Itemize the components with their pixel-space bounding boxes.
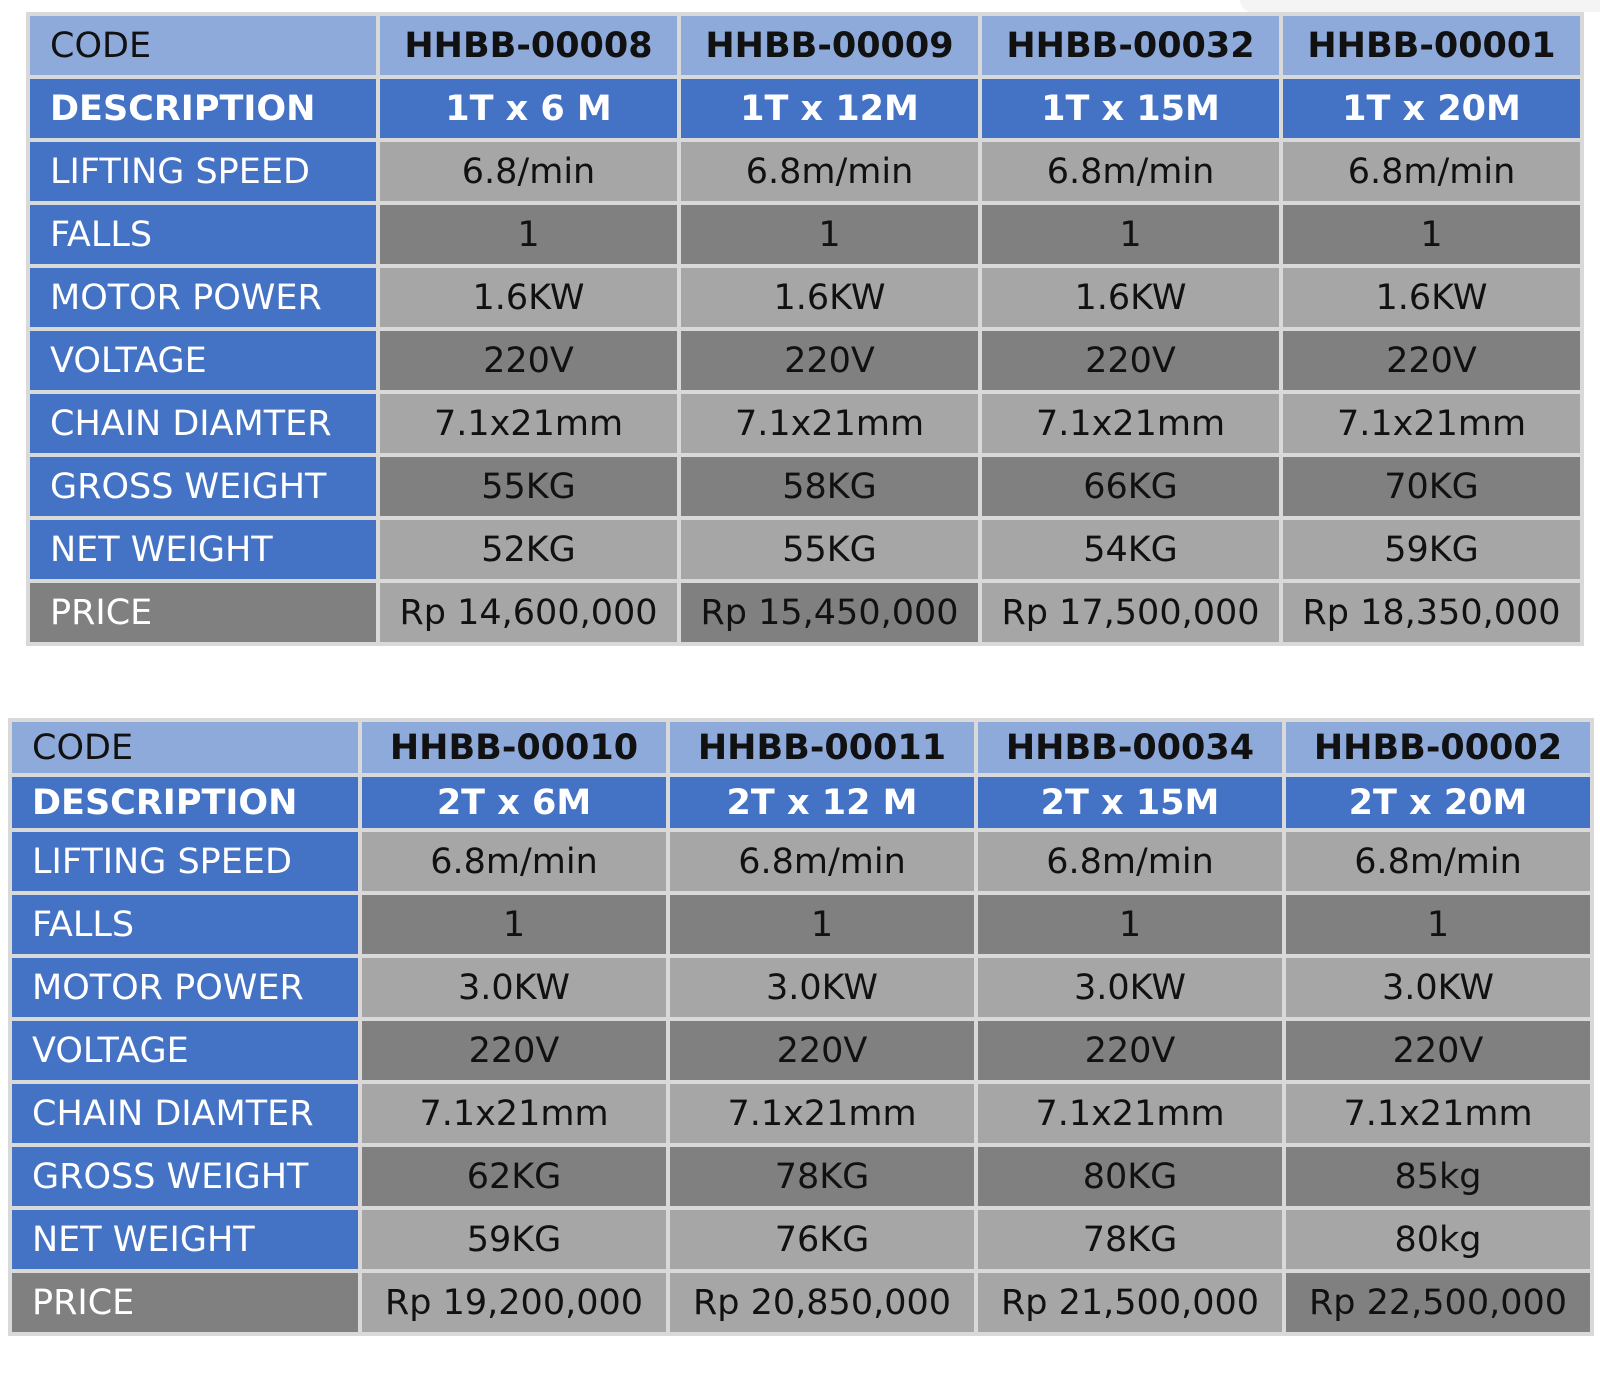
price-cell: Rp 19,200,000	[360, 1271, 668, 1334]
table-row-falls	[28, 203, 1582, 266]
table-row-price	[28, 581, 1582, 644]
price-cell: Rp 14,600,000	[378, 581, 679, 644]
row-label-motor-power: MOTOR POWER	[10, 956, 360, 1019]
code-cell: HHBB-00010	[360, 720, 668, 775]
table-row-gross-weight	[10, 1145, 1592, 1208]
motor-power-cell: 1.6KW	[980, 266, 1281, 329]
lifting-speed-cell: 6.8m/min	[360, 830, 668, 893]
table-row-net-weight	[28, 518, 1582, 581]
code-cell: HHBB-00032	[980, 14, 1281, 77]
gross-weight-cell: 78KG	[668, 1145, 976, 1208]
row-label-description: DESCRIPTION	[10, 775, 360, 830]
row-label-lifting-speed: LIFTING SPEED	[10, 830, 360, 893]
net-weight-cell: 54KG	[980, 518, 1281, 581]
chain-diameter-cell: 7.1x21mm	[679, 392, 980, 455]
falls-cell: 1	[976, 893, 1284, 956]
motor-power-cell: 3.0KW	[360, 956, 668, 1019]
table-row-voltage	[10, 1019, 1592, 1082]
voltage-cell: 220V	[980, 329, 1281, 392]
motor-power-cell: 3.0KW	[668, 956, 976, 1019]
row-label-gross-weight: GROSS WEIGHT	[10, 1145, 360, 1208]
row-label-price: PRICE	[10, 1271, 360, 1334]
motor-power-cell: 1.6KW	[1281, 266, 1582, 329]
lifting-speed-cell: 6.8m/min	[679, 140, 980, 203]
chain-diameter-cell: 7.1x21mm	[980, 392, 1281, 455]
table-row-price	[10, 1271, 1592, 1334]
code-cell: HHBB-00008	[378, 14, 679, 77]
price-cell: Rp 18,350,000	[1281, 581, 1582, 644]
price-cell: Rp 15,450,000	[679, 581, 980, 644]
row-label-net-weight: NET WEIGHT	[28, 518, 378, 581]
description-cell: 1T x 12M	[679, 77, 980, 140]
table-row-net-weight	[10, 1208, 1592, 1271]
table-row-lifting-speed	[28, 140, 1582, 203]
net-weight-cell: 78KG	[976, 1208, 1284, 1271]
net-weight-cell: 76KG	[668, 1208, 976, 1271]
description-cell: 2T x 15M	[976, 775, 1284, 830]
price-cell: Rp 21,500,000	[976, 1271, 1284, 1334]
table-row-description	[28, 77, 1582, 140]
description-cell: 2T x 6M	[360, 775, 668, 830]
price-cell: Rp 22,500,000	[1284, 1271, 1592, 1334]
code-cell: HHBB-00034	[976, 720, 1284, 775]
net-weight-cell: 59KG	[360, 1208, 668, 1271]
lifting-speed-cell: 6.8m/min	[1284, 830, 1592, 893]
lifting-speed-cell: 6.8m/min	[980, 140, 1281, 203]
row-label-code: CODE	[28, 14, 378, 77]
voltage-cell: 220V	[1281, 329, 1582, 392]
falls-cell: 1	[679, 203, 980, 266]
falls-cell: 1	[360, 893, 668, 956]
row-label-chain-diameter: CHAIN DIAMTER	[10, 1082, 360, 1145]
chain-diameter-cell: 7.1x21mm	[668, 1082, 976, 1145]
row-label-description: DESCRIPTION	[28, 77, 378, 140]
lifting-speed-cell: 6.8m/min	[668, 830, 976, 893]
gross-weight-cell: 62KG	[360, 1145, 668, 1208]
lifting-speed-cell: 6.8/min	[378, 140, 679, 203]
voltage-cell: 220V	[679, 329, 980, 392]
price-cell: Rp 20,850,000	[668, 1271, 976, 1334]
code-cell: HHBB-00011	[668, 720, 976, 775]
row-label-falls: FALLS	[10, 893, 360, 956]
voltage-cell: 220V	[378, 329, 679, 392]
chain-diameter-cell: 7.1x21mm	[976, 1082, 1284, 1145]
description-cell: 1T x 6 M	[378, 77, 679, 140]
chain-diameter-cell: 7.1x21mm	[1284, 1082, 1592, 1145]
row-label-chain-diameter: CHAIN DIAMTER	[28, 392, 378, 455]
gross-weight-cell: 58KG	[679, 455, 980, 518]
spec-table-2t	[8, 718, 1594, 1336]
row-label-gross-weight: GROSS WEIGHT	[28, 455, 378, 518]
voltage-cell: 220V	[976, 1019, 1284, 1082]
table-row-description	[10, 775, 1592, 830]
net-weight-cell: 52KG	[378, 518, 679, 581]
gross-weight-cell: 85kg	[1284, 1145, 1592, 1208]
description-cell: 1T x 15M	[980, 77, 1281, 140]
falls-cell: 1	[1284, 893, 1592, 956]
code-cell: HHBB-00002	[1284, 720, 1592, 775]
falls-cell: 1	[1281, 203, 1582, 266]
row-label-motor-power: MOTOR POWER	[28, 266, 378, 329]
row-label-net-weight: NET WEIGHT	[10, 1208, 360, 1271]
description-cell: 1T x 20M	[1281, 77, 1582, 140]
lifting-speed-cell: 6.8m/min	[976, 830, 1284, 893]
net-weight-cell: 80kg	[1284, 1208, 1592, 1271]
code-cell: HHBB-00001	[1281, 14, 1582, 77]
table-row-motor-power	[10, 956, 1592, 1019]
net-weight-cell: 59KG	[1281, 518, 1582, 581]
voltage-cell: 220V	[360, 1019, 668, 1082]
description-cell: 2T x 20M	[1284, 775, 1592, 830]
table-row-chain-diameter	[28, 392, 1582, 455]
gross-weight-cell: 66KG	[980, 455, 1281, 518]
table-row-voltage	[28, 329, 1582, 392]
row-label-voltage: VOLTAGE	[28, 329, 378, 392]
motor-power-cell: 1.6KW	[679, 266, 980, 329]
description-cell: 2T x 12 M	[668, 775, 976, 830]
falls-cell: 1	[668, 893, 976, 956]
falls-cell: 1	[980, 203, 1281, 266]
code-cell: HHBB-00009	[679, 14, 980, 77]
chain-diameter-cell: 7.1x21mm	[360, 1082, 668, 1145]
row-label-code: CODE	[10, 720, 360, 775]
window-corner	[1240, 0, 1600, 12]
gross-weight-cell: 70KG	[1281, 455, 1582, 518]
net-weight-cell: 55KG	[679, 518, 980, 581]
chain-diameter-cell: 7.1x21mm	[1281, 392, 1582, 455]
row-label-price: PRICE	[28, 581, 378, 644]
motor-power-cell: 1.6KW	[378, 266, 679, 329]
price-cell: Rp 17,500,000	[980, 581, 1281, 644]
gross-weight-cell: 80KG	[976, 1145, 1284, 1208]
row-label-falls: FALLS	[28, 203, 378, 266]
voltage-cell: 220V	[668, 1019, 976, 1082]
table-row-gross-weight	[28, 455, 1582, 518]
chain-diameter-cell: 7.1x21mm	[378, 392, 679, 455]
table-row-code	[28, 14, 1582, 77]
row-label-voltage: VOLTAGE	[10, 1019, 360, 1082]
table-row-motor-power	[28, 266, 1582, 329]
voltage-cell: 220V	[1284, 1019, 1592, 1082]
table-row-chain-diameter	[10, 1082, 1592, 1145]
gross-weight-cell: 55KG	[378, 455, 679, 518]
falls-cell: 1	[378, 203, 679, 266]
motor-power-cell: 3.0KW	[976, 956, 1284, 1019]
table-row-lifting-speed	[10, 830, 1592, 893]
table-row-falls	[10, 893, 1592, 956]
motor-power-cell: 3.0KW	[1284, 956, 1592, 1019]
row-label-lifting-speed: LIFTING SPEED	[28, 140, 378, 203]
spec-table-1t	[26, 12, 1584, 646]
table-row-code	[10, 720, 1592, 775]
lifting-speed-cell: 6.8m/min	[1281, 140, 1582, 203]
